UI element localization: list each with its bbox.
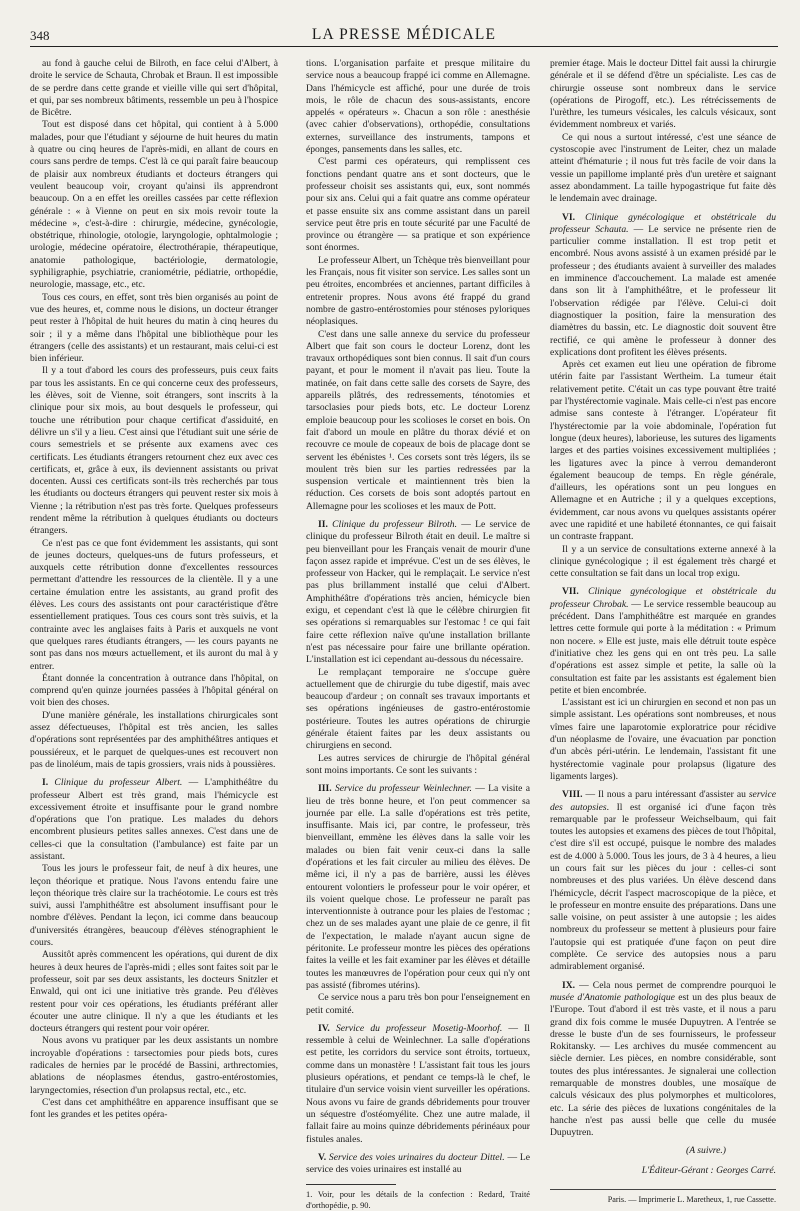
paragraph: Le remplaçant temporaire ne s'occupe guère actuellement que de chirurgie du tube digestif, mais avec beaucoup d'ardeur ; on connaît ses travaux importants et ses opérations ingénieuses de gastro-entérostomie postérieure. Toutes les autres opérations de chirurgie générale étaient faites par les deux assistants ou chirurgiens en second.	[306, 666, 530, 752]
paragraph: IX. — Cela nous permet de comprendre pourquoi le musée d'Anatomie pathologique est un des plus beaux de l'Europe. Tout d'abord il est très vaste, et il nous a paru grand dix fois comme le musée Dupuytren. A l'entrée se dresse le buste d'un de ses fournisseurs, le professeur Rokitansky. — Les archives du musée commencent au siècle dernier. Les pièces, en nombre considérable, sont toutes des plus intéressantes. Je signalerai une collection remarquable de monstres doubles, une mosaïque de calculs vésicaux des plus polymorphes et multicolores, etc. La série des pièces de luxations congénitales de la hanche n'est pas aussi belle que celle du musée Dupuytren.	[550, 979, 776, 1139]
section-heading: VII. Clinique gynécologique et obstétricale du professeur Chrobak.	[550, 586, 776, 610]
paragraph: Ce qui nous a surtout intéressé, c'est une séance de cystoscopie avec l'instrument de Leiter, chez un malade atteint d'hématurie ; il nous fut très facile de voir dans la vessie un papillome implanté près d'un uretère et saignant assez abondamment. La taille hypogastrique fut faite dès le lendemain avec drainage.	[550, 131, 776, 205]
page-header	[30, 24, 778, 47]
paragraph: Ce service nous a paru très bon pour l'enseignement en petit comité.	[306, 992, 530, 1016]
footnote-rule	[306, 1184, 396, 1185]
section-heading	[562, 789, 583, 800]
paragraph: Nous avons vu pratiquer par les deux assistants un nombre incroyable d'opérations : tarsectomies pour pieds bots, cures radicales de hernies par le procédé de Bassini, arthrectomies, ablations de néoplasmes étendus, gastro-entérostomies, laryngectomies, résection d'un prolapsus rectal, etc., etc.	[30, 1035, 278, 1096]
publisher-manager: L'Éditeur-Gérant : Georges Carré.	[641, 1164, 776, 1176]
section-number: VI.	[562, 211, 576, 223]
paragraph: Tout est disposé dans cet hôpital, qui contient à à 5.000 malades, pour que l'étudiant y séjourne de huit heures du matin à quatre ou cinq heures de l'après-midi, en allant de cours en cours sans perdre de temps. C'est là ce qui paraît faire beaucoup de plaisir aux nombreux étudiants et docteurs étrangers qui veulent beaucoup voir, croyant qu'ainsi ils apprendront beaucoup. On a en effet les oreilles cassées par cette réflexion générale : « à Vienne on peut en six mois revoir toute la médecine », c'est-à-dire : chirurgie, médecine, gynécologie, obstétrique, rhinologie, otologie, laryngologie, ophtalmologie ; urologie, médecine opératoire, électrothérapie, thérapeutique, anatomie pathologique, bactériologie, dermatologie, syphiligraphie, psychiatrie, craniométrie, pédiatrie, orthopédie, neurologie, massage, etc., etc.	[30, 119, 278, 291]
paragraph: I. Clinique du professeur Albert. — L'amphithéâtre du professeur Albert est très grand, mais l'hémicycle est excessivement étroite et insuffisante pour le grand nombre d'opérations que l'on pratique. Les malades du dehors encombrent plusieurs petites salles annexes. C'est dans une de celles-ci que la consultation (l'ambulance) est faite par un assistant.	[30, 777, 278, 862]
italic-term: musée d'Anatomie pathologique	[550, 991, 675, 1003]
paragraph: Aussitôt après commencent les opérations, qui durent de dix heures à deux heures de l'après-midi ; elles sont faites soit par le professeur, soit par ses deux assistants, les docteurs Snitzler et Enwald, qui ont ici une initiative très grande. Peu d'élèves restent pour voir ces opérations, les étudiants préférant aller écouter une autre clinique. Il n'y a que les étudiants et les docteurs étrangers qui restent pour voir opérer.	[30, 949, 278, 1035]
section-heading: V. Service des voies urinaires du docteur Dittel.	[318, 1151, 505, 1163]
section-heading	[562, 980, 575, 991]
paragraph: VI. Clinique gynécologique et obstétricale du professeur Schauta. — Le service ne présente rien de particulier comme installation. Il est trop petit et encombré. Nous avons assisté à un examen présidé par le professeur ; des étudiants avaient à surveiller des malades en imminence d'accouchement. La malade est amenée dans son lit à l'amphithéâtre, et le professeur lit l'observation rédigée par l'élève. Celui-ci doit diagnostiquer la position, faire la mensuration des diamètres du bassin, etc. Le diagnostic doit souvent être rectifié, ce qui amène le professeur à donner des explications dont profitent les élèves présents.	[550, 211, 776, 358]
paragraph: V. Service des voies urinaires du docteur Dittel. — Le service des voies urinaires est installé au	[306, 1151, 530, 1176]
to-be-continued: (A suivre.)	[686, 1144, 726, 1156]
paragraph: au fond à gauche celui de Bilroth, en face celui d'Albert, à droite le service de Schauta, Chrobak et Braun. Il est impossible de se perdre dans cette grande et vieille ville qui sert d'hôpital, et qui, par ses nombreux bâtiments, ressemble un peu à l'hospice de Bicêtre.	[30, 58, 278, 119]
paragraph: IV. Service du professeur Mosetig-Moorhof. — Il ressemble à celui de Weinlechner. La salle d'opérations est petite, les corridors du service sont étroits, tortueux, comme dans un monastère ! L'assistant fait tous les jours plusieurs opérations, et pendant ce temps-là le chef, le titulaire d'un service voisin vient surveiller les opérations. Nous avons vu faire de grands débridements pour trouver un séquestre d'ostéomyélite. Chez une autre malade, il fallait faire au moins quinze débridements périnéaux pour fistules anales.	[306, 1022, 530, 1145]
column-middle	[306, 58, 531, 1210]
paragraph: C'est parmi ces opérateurs, qui remplissent ces fonctions pendant quatre ans et sont docteurs, que le professeur choisit ses assistants qui, eux, sont nommés pour six ans. Celui qui a fait quatre ans comme opérateur et passe ensuite six ans comme assistant dans un pareil service peut être pris en toute sécurité par une Faculté de province ou étrangère — sa pratique et son expérience sont énormes.	[306, 156, 530, 254]
paragraph: Étant donnée la concentration à outrance dans l'hôpital, on comprend qu'en quinze journées passées à l'hôpital général on voit bien des choses.	[30, 672, 278, 709]
column-middle-body	[306, 58, 530, 1176]
footnote: 1. Voir, pour les détails de la confection : Redard, Traité d'orthopédie, p. 90.	[306, 1190, 530, 1210]
column-left	[30, 58, 278, 1155]
printer-imprint: Paris. — Imprimerie L. Maretheux, 1, rue Cassette.	[550, 1189, 776, 1206]
paragraph: Tous les jours le professeur fait, de neuf à dix heures, une leçon théorique et pratique. Nous l'avons entendu faire une leçon théorique très claire sur la trachéotomie. Le cours est très suivi, aussi l'amphithéâtre est absolument insuffisant pour le nombre d'élèves. Pendant la leçon, ici comme dans beaucoup d'universités étrangères, beaucoup d'élèves sténographient le cours.	[30, 863, 278, 949]
paragraph: premier étage. Mais le docteur Dittel fait aussi la chirurgie générale et il se défend d'être un spécialiste. Les cas de chirurgie osseuse sont nombreux dans le service (opérations de Pirogoff, etc.). Les rétrécissements de l'urèthre, les tumeurs vésicales, les calculs vésicaux, sont évidemment nombreux et variés.	[550, 58, 776, 131]
paragraph: Les autres services de chirurgie de l'hôpital général sont moins importants. Ce sont les suivants :	[306, 752, 530, 776]
section-number: IX.	[562, 979, 576, 991]
section-heading: III. Service du professeur Weinlechner.	[318, 783, 472, 795]
paragraph: C'est dans une salle annexe du service du professeur Albert que fait son cours le docteur Lorenz, dont les travaux orthopédiques sont bien connus. Il sait d'un cours payant, et pour le moment il n'avait pas lieu. Toute la matinée, on fait dans cette salle des corsets de Sayre, des appareils plâtrés, des redressements, ténotomies et tarsoclasies pour pieds bots, etc. Le docteur Lorenz emploie beaucoup pour les scolioses le corset en bois. On fait d'abord un moule en plâtre du thorax dévié et on recouvre ce moule de copeaux de bois de placage dont se servent les ébénistes ¹. Ces corsets sont très légers, ils se moulent très bien sur les parties redressées par la suspension verticale et maintiennent très bien la réduction. Ces corsets de bois sont adoptés partout en Allemagne pour les scolioses et les maux de Pott.	[306, 328, 530, 512]
section-number: V.	[318, 1151, 327, 1163]
section-number: VII.	[562, 586, 579, 598]
column-right-body	[550, 58, 776, 1140]
section-number: VIII.	[562, 789, 583, 801]
section-number: III.	[318, 783, 332, 795]
paragraph: tions. L'organisation parfaite et presque militaire du service nous a beaucoup frappé ici comme en Allemagne. Dans l'hémicycle est affiché, pour une durée de trois mois, le rôle de chacun des sous-assistants, encore appelés « opérateurs ». Chacun a son rôle : anesthésie (avec cahier d'observations), orthopédie, consultations externes, surveillance des instruments, tampons et éponges, pansements dans les salles, etc.	[306, 58, 530, 156]
page-number: 348	[30, 28, 50, 43]
paragraph: D'une manière générale, les installations chirurgicales sont assez défectueuses, l'hôpital est très ancien, les salles d'opérations sont représentées par des amphithéâtres antiques et poussiéreux, et le parquet de quelques-unes est recouvert non pas de linoléum, mais de tapis grossiers, vrais nids à poussières.	[30, 709, 278, 770]
paragraph: L'assistant est ici un chirurgien en second et non pas un simple assistant. Les opérations sont nombreuses, et nous vîmes faire une laparotomie exploratrice pour récidive d'un néoplasme de l'ovaire, une évacuation par ponction d'un abcès péri-utérin. Le lendemain, l'assistant fit une hystérectomie vaginale pour prolapsus (ligature des ligaments larges).	[550, 697, 776, 782]
paragraph: Il y a tout d'abord les cours des professeurs, puis ceux faits par tous les assistants. En ce qui concerne ceux des professeurs, les élèves, soit de Vienne, soit étrangers, sont inscrits à la clinique pour six mois, au bout desquels le professeur, qui touche une rétribution pour chaque certificat d'assiduité, en délivre un s'il y a lieu. C'est ainsi que l'étudiant suit une série de cours semestriels et se présente aux examens avec ces certificats. Les étudiants étrangers retournent chez eux avec ces certificats, et, grâce à eux, ils deviennent assistants ou privat docenten. Aussi ces certificats sont-ils très recherchés par tous les étudiants ou docteurs étrangers qui peuvent rester six mois à Vienne ; la rétribution n'est pas très forte. Quelques professeurs rendent même la rétribution à quelques étudiants ou docteurs étrangers.	[30, 365, 278, 537]
paragraph: Après cet examen eut lieu une opération de fibrome utérin faite par l'assistant Wertheim. La tumeur était relativement petite. C'était un cas type pouvant être traité par l'hystérectomie vaginale. Mais celle-ci n'est pas encore admise sans conteste à l'étranger. L'opérateur fit l'hystérectomie par la voie abdominale, l'opération fut longue (deux heures), laborieuse, les sutures des ligaments larges et des parties voisines excessivement multipliées ; les ligatures avec la pince à verrou demanderont également beaucoup de temps. En règle générale, d'ailleurs, les opérations sont un peu longues en Allemagne et en Autriche ; il y a quelques exceptions, évidemment, car nous avons vu quelques assistants opérer avec une rapidité et une habileté étonnantes, ce qui faisait un contraste frappant.	[550, 359, 776, 543]
section-number: II.	[318, 518, 328, 530]
paragraph: VII. Clinique gynécologique et obstétricale du professeur Chrobak. — Le service ressemble beaucoup au précédent. Dans l'amphithéâtre est marquée en grandes lettres cette formule qui porte à la méditation : « Primum non nocere. » Elle est juste, mais elle détruit toute espèce d'initiative chez les gens qui en ont très peu. La salle d'opérations est assez simple et petite, la salle où la consultation est faite par les assistants est également bien petite et bien encombrée.	[550, 586, 776, 696]
paragraph: II. Clinique du professeur Bilroth. — Le service de clinique du professeur Bilroth était en deuil. Le maître si peu bienveillant pour les Français venait de mourir d'une façon assez rapide et imprévue. C'est un de ses élèves, le professeur von Hacker, qui le remplaçait. Le service n'est pas plus brillamment installé que celui d'Albert. Amphithéâtre d'opérations très ancien, hémicycle bien exigu, et cependant c'est là que le célèbre chirurgien fit ses opérations si remarquables sur l'estomac ! ce qui fait faire cette réflexion naïve qu'une installation brillante n'est pas nécessaire pour faire une brillante opération. L'installation est ici cependant au-dessous du nécessaire.	[306, 518, 531, 666]
italic-term: service des autopsies	[550, 789, 776, 813]
section-number: IV.	[318, 1022, 330, 1034]
paragraph: VIII. — Il nous a paru intéressant d'assister au service des autopsies. Il est organisé ici d'une façon très remarquable par le professeur Weichselbaum, qui fait toutes les autopsies et examens des pièces de tout l'hôpital, c'est dire s'il est occupé, puisque le nombre des malades est de 4.000 à 5.000. Tous les jours, de 3 à 4 heures, a lieu un cours fait sur les pièces du jour : celles-ci sont nombreuses et des plus variées. Un élève descend dans l'hémicycle, décrit l'aspect macroscopique de la pièce, et le professeur en montre ensuite des préparations. Dans une salle voisine, on peut assister à une autopsie ; les aides nombreux du professeur se mettent à plusieurs pour faire l'autopsie qui est pratiquée d'une façon on peut dire complète. Ce service des autopsies nous a paru admirablement organisé.	[550, 789, 776, 973]
section-heading: II. Clinique du professeur Bilroth.	[318, 518, 457, 530]
section-heading: I. Clinique du professeur Albert.	[42, 777, 183, 789]
paragraph: C'est dans cet amphithéâtre en apparence insuffisant que se font les grandes et les petites opéra-	[30, 1096, 278, 1121]
article-columns	[30, 58, 778, 1210]
column-right	[550, 58, 776, 1205]
section-number: I.	[42, 777, 49, 789]
paragraph: Le professeur Albert, un Tchèque très bienveillant pour les Français, nous fit visiter son service. Les salles sont un peu étroites, encombrées et anciennes, partant difficiles à entretenir propres. Nous avons été frappé du grand nombre de gastro-entérostomies pour sténoses pyloriques néoplasiques.	[306, 254, 530, 328]
section-heading: VI. Clinique gynécologique et obstétricale du professeur Schauta.	[550, 211, 776, 235]
paragraph: Il y a un service de consultations externe annexé à la clinique gynécologique ; il est également très chargé et cette consultation se fait dans un local trop exigu.	[550, 543, 776, 580]
paragraph: III. Service du professeur Weinlechner. — La visite a lieu de très bonne heure, et l'on peut commencer sa journée par elle. La salle d'opérations est très petite, insuffisante. Mais ici, par contre, le professeur, très bienveillant, emmène les élèves dans la salle voir les malades ou bien fait venir ceux-ci dans la salle d'opérations et les fait circuler au milieu des élèves. De même ici, il n'y a pas de barrière, aussi les élèves entourent volontiers le professeur pour le voir opérer, et ils voient quelque chose. Le professeur ne paraît pas interventionniste à outrance pour les plaies de l'estomac ; chez un de ses malades ayant une plaie de ce genre, il fit de l'expectation, le malade n'ayant aucun signe de péritonite. Le professeur montre les pièces des opérations faites la veille et les fait examiner par les élèves et détaille toutes les manœuvres de l'opération pour ceux qui n'y ont pas assisté (fibromes utérins).	[306, 783, 530, 991]
section-heading: IV. Service du professeur Mosetig-Moorhof.	[318, 1022, 503, 1034]
paragraph: Tous ces cours, en effet, sont très bien organisés au point de vue des heures, et, comme nous le disions, un docteur étranger peut rester à l'hôpital de huit heures du matin à cinq heures du soir ; il y a même dans l'hôpital une bibliothèque pour les étrangers (celle des assistants) et un restaurant, mais celui-ci est bien inférieur.	[30, 291, 278, 365]
journal-title: LA PRESSE MÉDICALE	[311, 26, 497, 43]
paragraph: Ce n'est pas ce que font évidemment les assistants, qui sont de jeunes docteurs, quelques-uns de futurs professeurs, et auxquels cette rétribution donne d'excellentes ressources permettant d'attendre les ressources de la clientèle. Il y a une certaine émulation entre les assistants, au grand profit des élèves. Les cours des assistants ont pour caractéristique d'être essentiellement pratiques. Tous ces cours sont très suivis, et la contrainte avec les anglaises faits à Paris et auxquels ne vont que quelques rares étudiants étrangers, — les cours payants ne sont pas dans nos mœurs actuellement, et ils auront du mal à y entrer.	[30, 537, 278, 672]
